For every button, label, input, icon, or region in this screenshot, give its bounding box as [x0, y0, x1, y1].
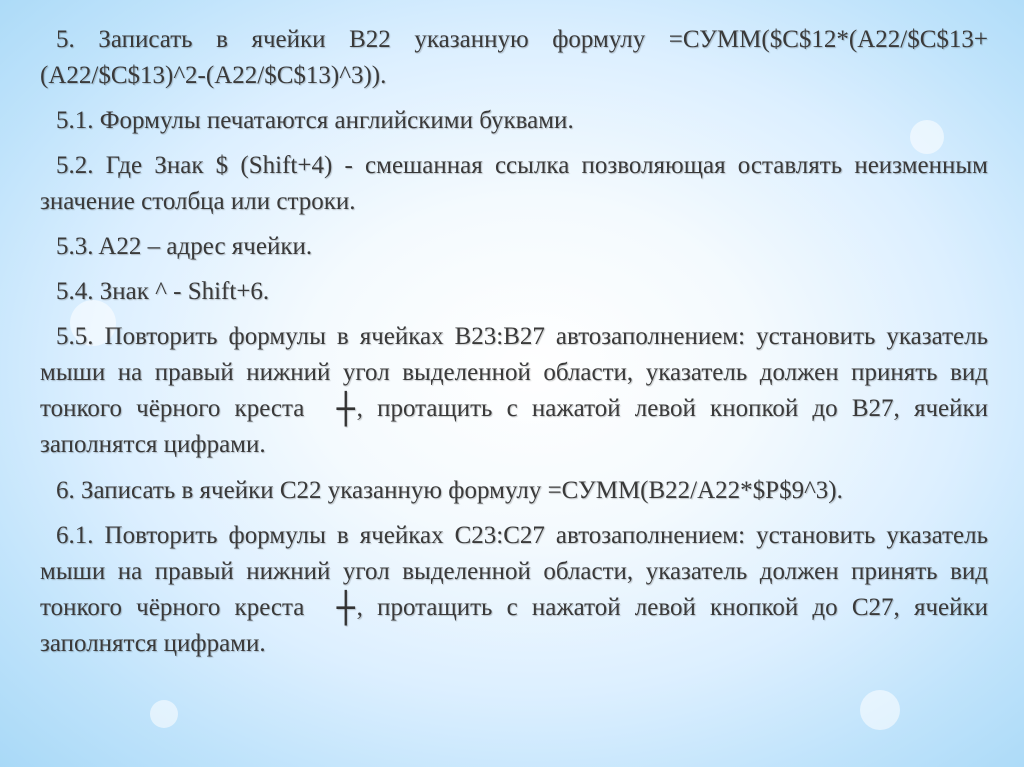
item-5: 5. Записать в ячейки B22 указанную формулу =СУММ($C$12*(A22/$C$13+(A22/$C$13)^2-(A22/$C$13)^3)). [40, 26, 988, 89]
item-6-1 [40, 518, 988, 662]
item-5-4: 5.4. Знак ^ - Shift+6. [56, 278, 270, 305]
item-5-2: 5.2. Где Знак $ (Shift+4) - смешанная ссылка позволяющая оставлять неизменным значение столбца или строки. [40, 152, 988, 215]
item-6: 6. Записать в ячейки C22 указанную формулу =СУММ(B22/A22*$P$9^3). [56, 477, 843, 504]
item-5-1: 5.1. Формулы печатаются английскими буквами. [56, 107, 574, 134]
item-5-5 [40, 319, 988, 463]
thin-cross-icon: ┼ [336, 591, 355, 626]
background-bokeh [860, 690, 900, 730]
thin-cross-icon: ┼ [336, 392, 355, 427]
item-6-1-text-after: , протащить с нажатой левой кнопкой до C27, ячейки заполнятся цифрами. [40, 594, 989, 657]
item-5-5-text-before: 5.5. Повторить формулы в ячейках B23:B27 автозаполнением: установить указатель мыши на правый нижний угол выделенной области, указатель должен принять вид тонкого чёрного креста [40, 323, 988, 422]
slide-body [40, 22, 988, 671]
item-5-3: 5.3. A22 – адрес ячейки. [56, 233, 313, 260]
item-6-1-text-before: 6.1. Повторить формулы в ячейках C23:C27 автозаполнением: установить указатель мыши на правый нижний угол выделенной области, указатель должен принять вид тонкого чёрного креста [40, 522, 988, 621]
item-5-5-text-after: , протащить с нажатой левой кнопкой до B27, ячейки заполнятся цифрами. [40, 395, 989, 458]
background-bokeh [150, 700, 178, 728]
